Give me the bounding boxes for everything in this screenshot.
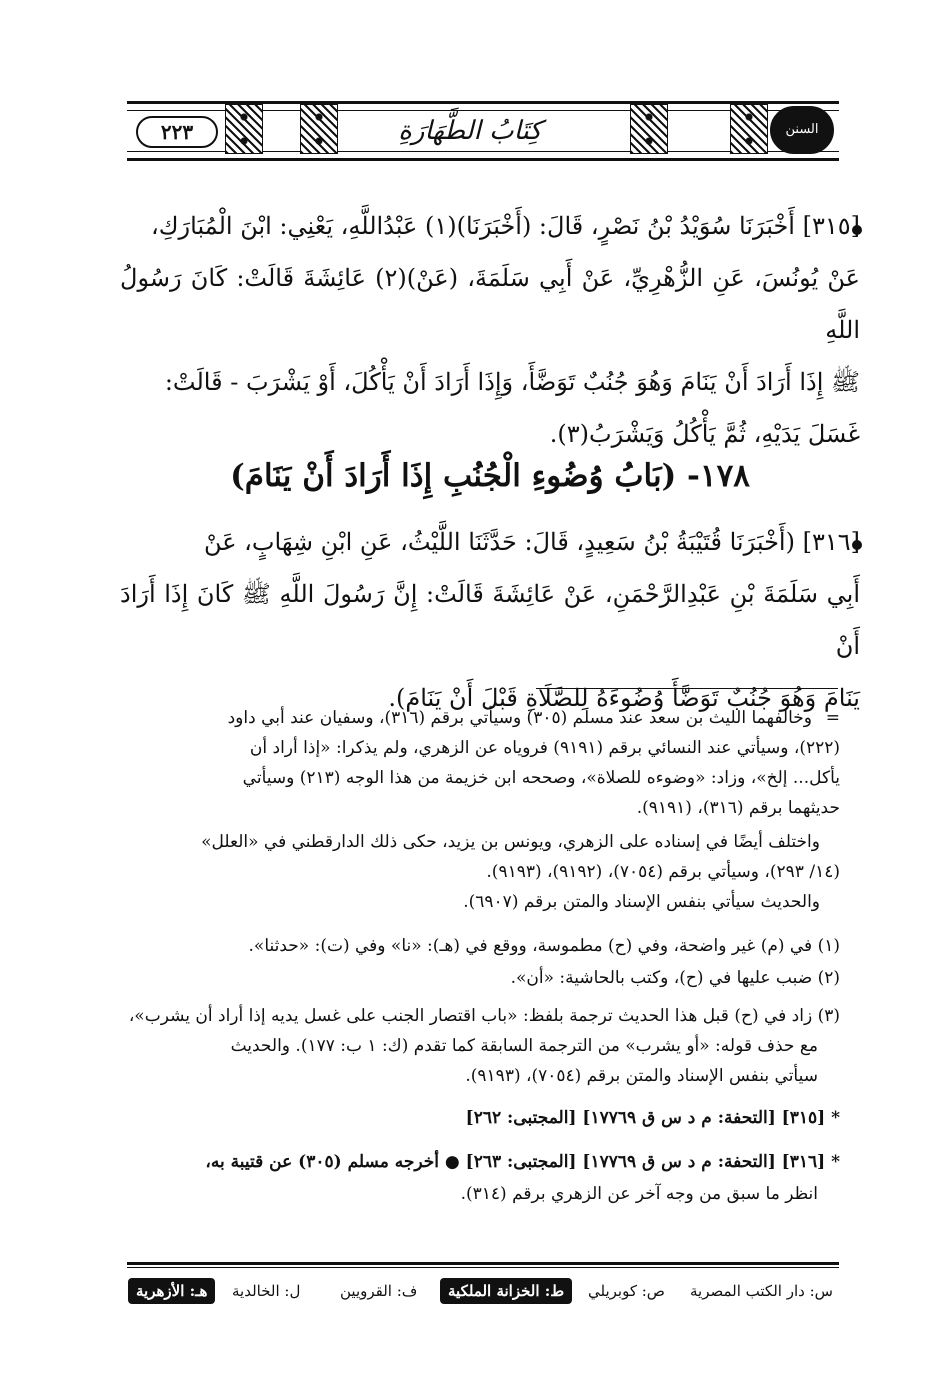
hadith-315-line-4: غَسَلَ يَدَيْهِ، ثُمَّ يَأْكُلُ وَيَشْرَبُ(٣). bbox=[549, 420, 860, 448]
footnote-2: (٢) ضبب عليها في (ح)، وكتب بالحاشية: «أن». bbox=[510, 968, 840, 988]
hadith-316-line-1: [٣١٦] (أَخْبَرَنَا قُتَيْبَةُ بْنُ سَعِيدٍ، قَالَ: حَدَّثَنَا اللَّيْثُ، عَنِ ابْنِ شِهَابٍ، عَنْ bbox=[203, 528, 860, 556]
footnote-divider bbox=[536, 688, 838, 689]
footnote-text: يأكل... إلخ»، وزاد: «وضوءه للصلاة»، وصححه ابن خزيمة من هذا الوجه (٢١٣) وسيأتي bbox=[242, 768, 840, 788]
legend-f: ف: القرويين bbox=[340, 1282, 418, 1300]
footnote-continuation-mark: = bbox=[825, 708, 840, 728]
footer-rule bbox=[127, 1262, 839, 1265]
ornament-left-icon bbox=[225, 104, 263, 154]
book-emblem: السنن الكبرى bbox=[770, 106, 834, 154]
reference-316-cont: انظر ما سبق من وجه آخر عن الزهري برقم (٣١٤). bbox=[460, 1184, 818, 1204]
footnote-3-cont: مع حذف قوله: «أو يشرب» من الترجمة السابقة كما تقدم (ك: ١ ب: ١٧٧). والحديث bbox=[230, 1036, 818, 1056]
hadith-316 bbox=[120, 516, 860, 724]
ornament-right-icon bbox=[730, 104, 768, 154]
footer-rule-thin bbox=[127, 1267, 839, 1268]
footnote-text: واختلف أيضًا في إسناده على الزهري، ويونس بن يزيد، حكى ذلك الدارقطني في «العلل» bbox=[201, 832, 820, 852]
legend-h-badge: هـ: الأزهرية bbox=[128, 1278, 215, 1304]
hadith-315-line-3: ﷺ إِذَا أَرَادَ أَنْ يَنَامَ وَهُوَ جُنُبٌ تَوَضَّأَ، وَإِذَا أَرَادَ أَنْ يَأْكُلَ، أَوْ يَشْرَبَ - قَالَتْ: bbox=[164, 368, 860, 396]
legend-t-badge: ط: الخزانة الملكية bbox=[440, 1278, 572, 1304]
hadith-315-line-1: [٣١٥] أَخْبَرَنَا سُوَيْدُ بْنُ نَصْرٍ، قَالَ: (أَخْبَرَنَا)(١) عَبْدُاللَّهِ، يَعْنِي: ابْنَ الْمُبَارَكِ، bbox=[151, 212, 860, 240]
ornament-mid-left-icon bbox=[300, 104, 338, 154]
legend-s2: ص: كوبريلي bbox=[588, 1282, 665, 1300]
book-title: كِتَابُ الطَّهَارَةِ bbox=[398, 116, 542, 146]
page-number: ٢٢٣ bbox=[136, 116, 218, 148]
legend-l: ل: الخالدية bbox=[232, 1282, 301, 1300]
footnote-3-cont: سيأتي بنفس الإسناد والمتن برقم (٧٠٥٤)، (٩١٩٣). bbox=[465, 1066, 818, 1086]
footnote-text: والحديث سيأتي بنفس الإسناد والمتن برقم (٦٩٠٧). bbox=[463, 892, 820, 912]
footnote-text: (١٤/ ٢٩٣)، وسيأتي برقم (٧٠٥٤)، (٩١٩٢)، (٩١٩٣). bbox=[486, 862, 840, 882]
hadith-316-line-2: أَبِي سَلَمَةَ بْنِ عَبْدِالرَّحْمَنِ، عَنْ عَائِشَةَ قَالَتْ: إِنَّ رَسُولَ اللَّهِ ﷺ كَانَ إِذَا أَرَادَ أَنْ bbox=[120, 580, 860, 660]
legend-s: س: دار الكتب المصرية bbox=[690, 1282, 833, 1300]
footnote-text: وخالفهما الليث بن سعد عند مسلم (٣٠٥) وسيأتي برقم (٣١٦)، وسفيان عند أبي داود bbox=[227, 708, 812, 728]
footnote-3: (٣) زاد في (ح) قبل هذا الحديث ترجمة بلفظ: «باب اقتصار الجنب على غسل يديه إذا أراد أن يشرب»، bbox=[128, 1006, 840, 1026]
ornament-mid-right-icon bbox=[630, 104, 668, 154]
chapter-heading: ١٧٨- (بَابُ وُضُوءِ الْجُنُبِ إِذَا أَرَادَ أَنْ يَنَامَ) bbox=[230, 458, 750, 494]
hadith-315-line-2: عَنْ يُونُسَ، عَنِ الزُّهْرِيِّ، عَنْ أَبِي سَلَمَةَ، (عَنْ)(٢) عَائِشَةَ قَالَتْ: كَانَ رَسُولُ اللَّهِ bbox=[120, 264, 861, 344]
footnote-text: حديثهما برقم (٣١٦)، (٩١٩١). bbox=[636, 798, 840, 818]
hadith-315 bbox=[120, 200, 860, 460]
hadith-316-line-3: يَنَامَ وَهُوَ جُنُبٌ تَوَضَّأَ وُضُوءَهُ لِلصَّلَاةِ قَبْلَ أَنْ يَنَامَ). bbox=[388, 684, 860, 712]
reference-315: * [٣١٥] [التحفة: م د س ق ١٧٧٦٩] [المجتبى: ٢٦٢] bbox=[465, 1108, 840, 1128]
footnote-text: (٢٢٢)، وسيأتي عند النسائي برقم (٩١٩١) فروياه عن الزهري، ولم يذكرا: «إذا أراد أن bbox=[249, 738, 840, 758]
footnote-1: (١) في (م) غير واضحة، وفي (ح) مطموسة، ووقع في (هـ): «نا» وفي (ت): «حدثنا». bbox=[248, 936, 840, 956]
reference-316: * [٣١٦] [التحفة: م د س ق ١٧٧٦٩] [المجتبى: ٢٦٣] ● أخرجه مسلم (٣٠٥) عن قتيبة به، bbox=[205, 1152, 840, 1172]
